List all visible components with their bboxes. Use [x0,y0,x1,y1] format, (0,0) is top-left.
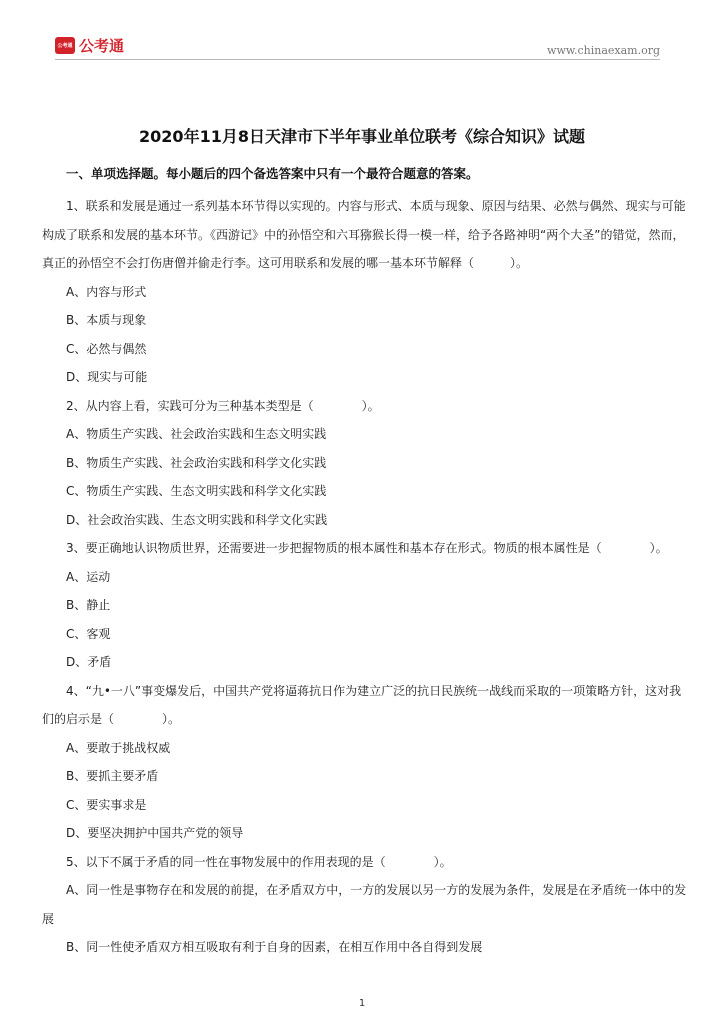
option-a: A、要敢于挑战权威 [66,740,171,755]
question-stem: 3、要正确地认识物质世界，还需要进一步把握物质的根本属性和基本存在形式。物质的根本属性是（ ）。 [66,541,668,555]
option-a: A、运动 [66,569,111,584]
option-d: D、现实与可能 [66,370,148,384]
logo-badge-icon: 公考通 [55,37,75,54]
question-stem: 1、联系和发展是通过一系列基本环节得以实现的。内容与形式、本质与现象、原因与结果、必然与偶然、现实与可能构成了联系和发展的基本环节。《西游记》中的孙悟空和六耳猕猴长得一模一样，给予各路神明“两个大圣”的错觉，然而，真正的孙悟空不会打伤唐僧并偷走行李。这可用联系和发展的哪一基本环节解释（ ）。 [42,199,686,270]
option-a: A、同一性是事物存在和发展的前提，在矛盾双方中，一方的发展以另一方的发展为条件，发展是在矛盾统一体中的发展 [42,883,687,926]
option-c: C、要实事求是 [66,797,147,812]
option-d: D、社会政治实践、生态文明实践和科学文化实践 [66,512,328,527]
question-stem: 2、从内容上看，实践可分为三种基本类型是（ ）。 [66,398,380,413]
option-d: D、要坚决拥护中国共产党的领导 [66,826,244,840]
page-title: 2020年11月8日天津市下半年事业单位联考《综合知识》试题 [139,127,585,146]
option-a: A、物质生产实践、社会政治实践和生态文明实践 [66,427,327,441]
option-d: D、矛盾 [66,655,112,669]
logo[interactable] [55,35,124,56]
page-header [0,0,724,70]
option-c: C、必然与偶然 [66,341,147,356]
site-url[interactable]: www.chinaexam.org [547,44,660,57]
logo-text: 公考通 [79,37,125,55]
option-b: B、静止 [66,598,111,612]
section-heading: 一、单项选择题。每小题后的四个备选答案中只有一个最符合题意的答案。 [66,166,479,181]
option-c: C、客观 [66,626,111,641]
page-number: 1 [358,998,366,1009]
option-b: B、物质生产实践、社会政治实践和科学文化实践 [66,455,327,470]
question-stem: 5、以下不属于矛盾的同一性在事物发展中的作用表现的是（ ）。 [66,854,452,869]
question-stem: 4、“九•一八”事变爆发后，中国共产党将逼蒋抗日作为建立广泛的抗日民族统一战线而采取的一项策略方针，这对我们的启示是（ ）。 [42,683,682,726]
header-divider [55,59,660,60]
option-c: C、物质生产实践、生态文明实践和科学文化实践 [66,484,327,498]
option-b: B、本质与现象 [66,313,147,327]
option-b: B、要抓主要矛盾 [66,769,159,783]
option-a: A、内容与形式 [66,284,147,299]
option-b: B、同一性使矛盾双方相互吸取有利于自身的因素，在相互作用中各自得到发展 [66,940,483,954]
question-list [42,192,687,962]
